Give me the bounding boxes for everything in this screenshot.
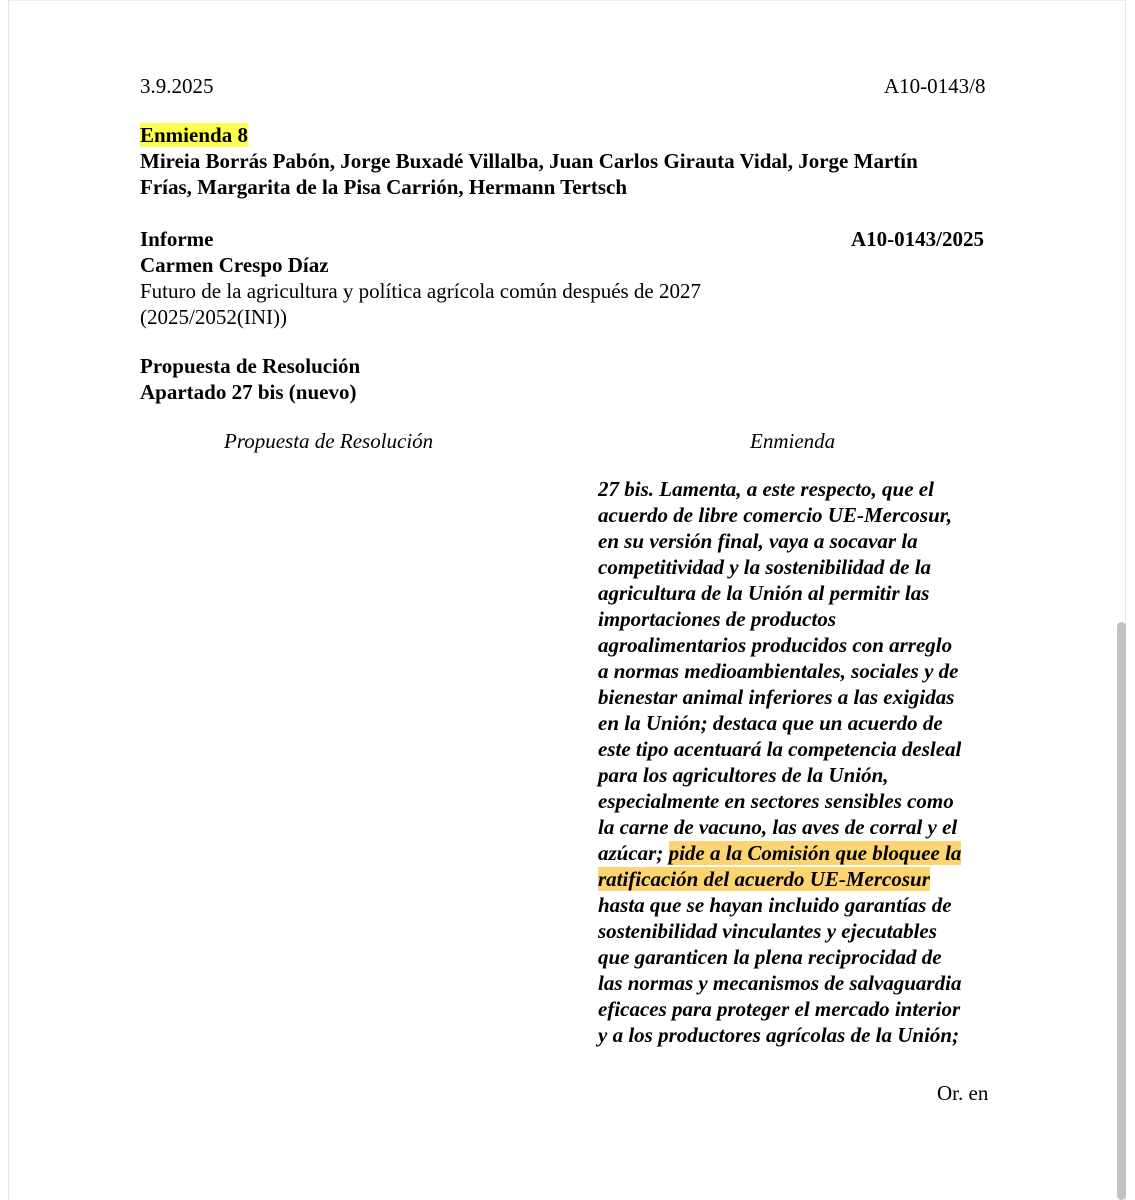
amendment-text-line: especialmente en sectores sensibles como — [598, 789, 954, 813]
vertical-scrollbar[interactable] — [1117, 622, 1126, 1200]
amendment-title — [140, 122, 248, 148]
amendment-text-line: y a los productores agrícolas de la Unión; — [598, 1023, 960, 1047]
highlighted-text: ratificación del acuerdo UE-Mercosur — [598, 867, 930, 891]
amendment-text-line: competitividad y la sostenibilidad de la — [598, 555, 932, 579]
rapporteur-name: Carmen Crespo Díaz — [140, 253, 329, 277]
amendment-text-line: importaciones de productos — [598, 607, 837, 631]
amendment-text-line: la carne de vacuno, las aves de corral y el — [598, 815, 958, 839]
amendment-text-line: bienestar animal inferiores a las exigidas — [598, 685, 955, 709]
amendment-text-line: a normas medioambientales, sociales y de — [598, 659, 959, 683]
amendment-text-line: sostenibilidad vinculantes y ejecutables — [598, 919, 937, 943]
right-column-header: Enmienda — [750, 429, 836, 453]
document-reference: A10-0143/8 — [884, 74, 986, 98]
amendment-text-line: en su versión final, vaya a socavar la — [598, 529, 918, 553]
amendment-text-line: que garanticen la plena reciprocidad de — [598, 945, 942, 969]
highlighted-text: pide a la Comisión que bloquee la — [668, 841, 962, 865]
amendment-text-line: agricultura de la Unión al permitir las — [598, 581, 930, 605]
amendment-text-line-mixed — [598, 840, 998, 866]
motion-label: Propuesta de Resolución — [140, 354, 361, 378]
amendment-text-line: 27 bis. Lamenta, a este respecto, que el — [598, 477, 934, 501]
amendment-text-line-highlighted — [598, 866, 998, 892]
amendment-text-line: agroalimentarios producidos con arreglo — [598, 633, 953, 657]
left-column-header: Propuesta de Resolución — [224, 429, 434, 453]
authors-line-1: Mireia Borrás Pabón, Jorge Buxadé Villalba, Juan Carlos Girauta Vidal, Jorge Martín — [140, 149, 918, 173]
authors-line-2: Frías, Margarita de la Pisa Carrión, Hermann Tertsch — [140, 175, 628, 199]
amendment-text-line: en la Unión; destaca que un acuerdo de — [598, 711, 943, 735]
report-number: A10-0143/2025 — [851, 227, 984, 251]
amendment-text-block — [598, 476, 998, 1048]
amendment-text-line: este tipo acentuará la competencia desleal — [598, 737, 962, 761]
amendment-title-text: Enmienda 8 — [140, 123, 248, 147]
report-label: Informe — [140, 227, 214, 251]
amendment-text-line: para los agricultores de la Unión, — [598, 763, 889, 787]
amendment-text-line: acuerdo de libre comercio UE-Mercosur, — [598, 503, 953, 527]
report-subject-line-1: Futuro de la agricultura y política agrícola común después de 2027 — [140, 279, 702, 303]
report-subject-line-2: (2025/2052(INI)) — [140, 305, 287, 329]
amendment-text-line: las normas y mecanismos de salvaguardia — [598, 971, 962, 995]
amendment-text-plain-fragment: azúcar; — [598, 841, 669, 865]
amendment-text-line: hasta que se hayan incluido garantías de — [598, 893, 952, 917]
amendment-text-line: eficaces para proteger el mercado interior — [598, 997, 961, 1021]
original-language-note: Or. en — [937, 1081, 989, 1105]
document-date: 3.9.2025 — [140, 74, 214, 98]
motion-paragraph: Apartado 27 bis (nuevo) — [140, 380, 357, 404]
